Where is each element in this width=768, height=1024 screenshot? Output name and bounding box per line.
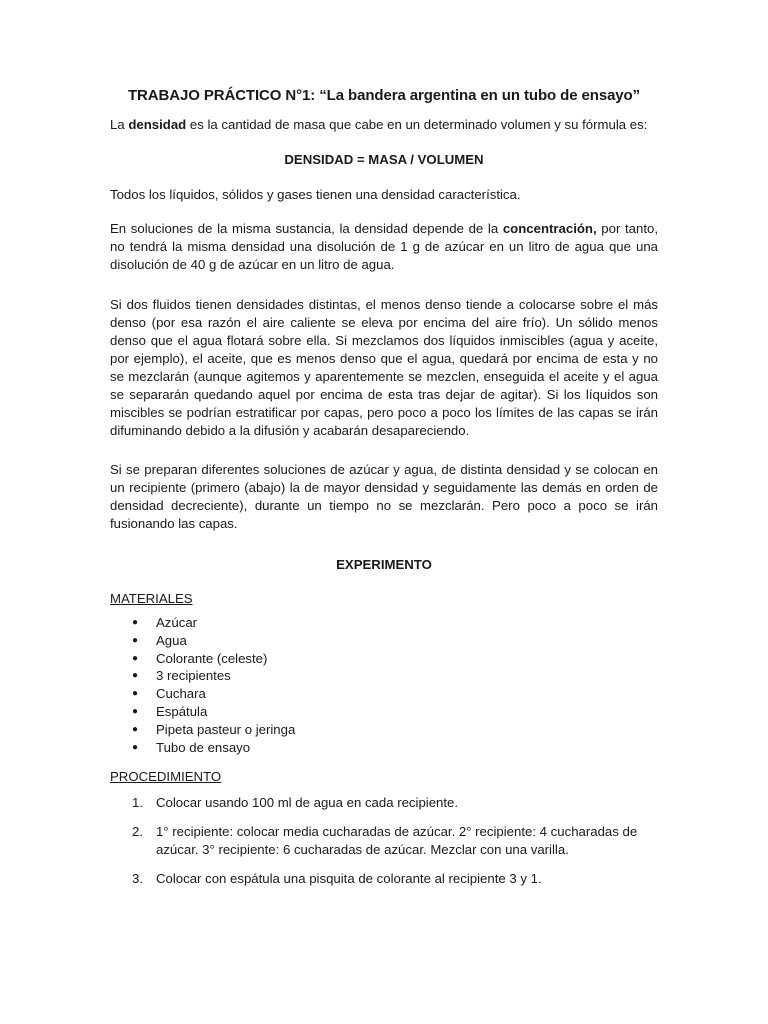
step-number: 2. bbox=[132, 824, 143, 840]
intro-paragraph bbox=[110, 116, 658, 134]
material-label: Azúcar bbox=[156, 615, 198, 630]
step-text: Colocar usando 100 ml de agua en cada recipiente. bbox=[156, 795, 459, 811]
material-label: Espátula bbox=[156, 703, 208, 719]
materials-list bbox=[110, 614, 658, 756]
procedure-list bbox=[110, 794, 658, 888]
paragraph-characteristic-density: Todos los líquidos, sólidos y gases tienen una densidad característica. bbox=[110, 187, 521, 202]
procedure-step bbox=[110, 870, 658, 888]
density-formula: DENSIDAD = MASA / VOLUMEN bbox=[284, 152, 484, 167]
bullet-icon: ● bbox=[132, 634, 139, 646]
materials-heading: MATERIALES bbox=[110, 591, 193, 606]
bullet-icon: ● bbox=[132, 741, 139, 753]
para2-post: por tanto, no tendrá la misma densidad una disolución de 1 g de azúcar en un litro de agua que una disolución de 40 g de azúcar en un litro de agua. bbox=[110, 221, 658, 272]
document-title: TRABAJO PRÁCTICO N°1: “La bandera argentina en un tubo de ensayo” bbox=[127, 87, 641, 104]
paragraph-fluids: Si dos fluidos tienen densidades distintas, el menos denso tiende a colocarse sobre el más denso (por esa razón el aire caliente se eleva por encima del aire frío). Un sólido menos denso que el agua flotará sobre ella. Si mezclamos dos líquidos inmiscibles (agua y aceite, por ejemplo), el aceite, que es menos denso que el agua, quedará por encima de esta y no se mezclarán (aunque agitemos y aparentemente se mezclen, enseguida el aceite y el agua se separarán quedando aquel por encima de esta tras dejar de agitar). Si los líquidos son miscibles se podrían estratificar por capas, pero poco a poco los límites de las capas se irán difuminando debido a la difusión y acabarán desapareciendo. bbox=[110, 297, 658, 438]
document-page bbox=[110, 86, 658, 888]
step-number: 1. bbox=[132, 795, 143, 811]
experiment-heading: EXPERIMENTO bbox=[336, 557, 432, 572]
list-item bbox=[110, 650, 658, 668]
list-item bbox=[110, 667, 658, 685]
list-item bbox=[110, 685, 658, 703]
material-label: Pipeta pasteur o jeringa bbox=[156, 721, 296, 737]
bullet-icon: ● bbox=[132, 723, 139, 735]
bullet-icon: ● bbox=[132, 688, 139, 700]
material-label: Cuchara bbox=[156, 686, 206, 702]
list-item bbox=[110, 703, 658, 721]
intro-post: es la cantidad de masa que cabe en un determinado volumen y su fórmula es: bbox=[186, 117, 648, 132]
bullet-icon: ● bbox=[132, 705, 139, 717]
para2-pre: En soluciones de la misma sustancia, la densidad depende de la bbox=[110, 221, 503, 236]
material-label: 3 recipientes bbox=[156, 668, 231, 684]
material-label: Tubo de ensayo bbox=[156, 739, 251, 755]
list-item bbox=[110, 614, 658, 632]
list-item bbox=[110, 632, 658, 650]
bullet-icon: ● bbox=[132, 617, 139, 628]
material-label: Colorante (celeste) bbox=[156, 650, 268, 666]
step-number: 3. bbox=[132, 871, 143, 887]
list-item bbox=[110, 739, 658, 757]
procedure-step bbox=[110, 823, 658, 859]
bullet-icon: ● bbox=[132, 652, 139, 664]
intro-bold-term: densidad bbox=[128, 117, 187, 132]
procedure-step bbox=[110, 794, 658, 812]
list-item bbox=[110, 721, 658, 739]
procedure-heading: PROCEDIMIENTO bbox=[110, 769, 222, 785]
paragraph-concentration bbox=[110, 220, 658, 274]
step-text: 1° recipiente: colocar media cucharadas de azúcar. 2° recipiente: 4 cucharadas de azúcar. 3° recipiente: 6 cucharadas de azúcar. Mezclar con una varilla. bbox=[156, 824, 638, 858]
paragraph-solutions: Si se preparan diferentes soluciones de azúcar y agua, de distinta densidad y se colocan en un recipiente (primero (abajo) la de mayor densidad y seguidamente las demás en orden de densidad decreciente), durante un tiempo no se mezclarán. Pero poco a poco se irán fusionando las capas. bbox=[110, 462, 658, 531]
para2-bold-term: concentración, bbox=[502, 221, 597, 236]
intro-pre: La bbox=[110, 117, 129, 132]
material-label: Agua bbox=[156, 632, 187, 648]
bullet-icon: ● bbox=[132, 670, 139, 682]
step-text: Colocar con espátula una pisquita de colorante al recipiente 3 y 1. bbox=[156, 871, 542, 887]
